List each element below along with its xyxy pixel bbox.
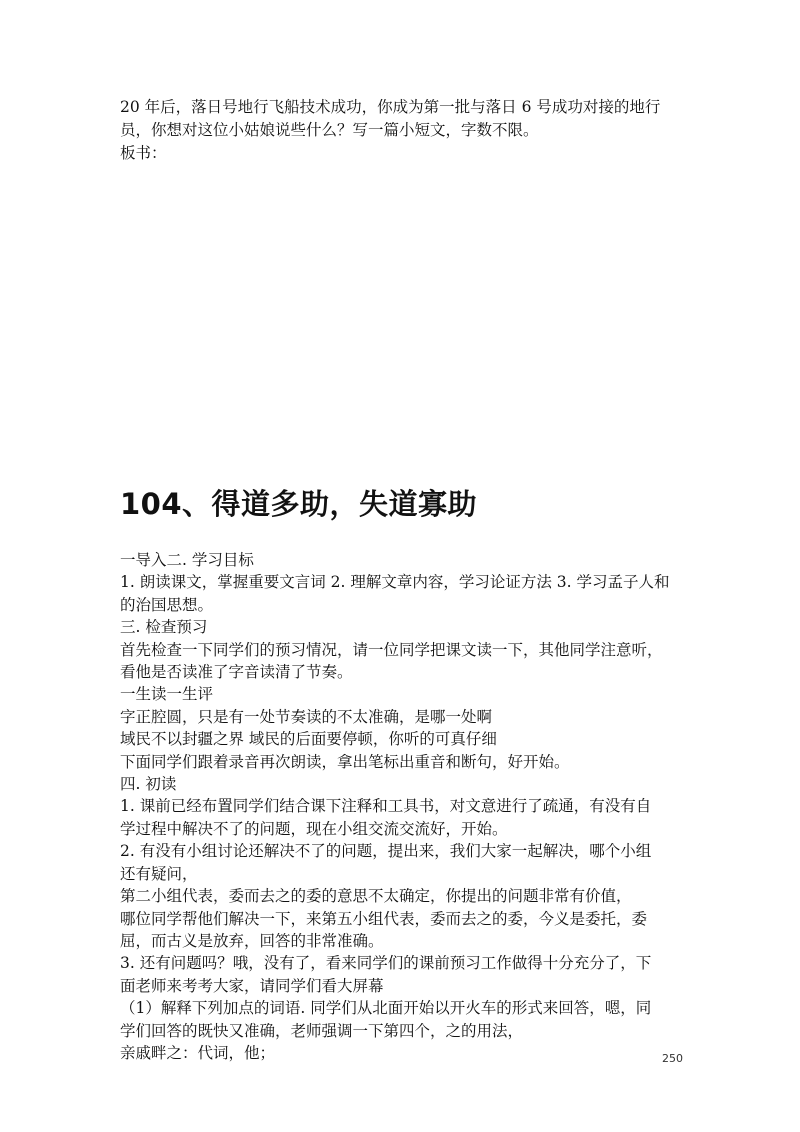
- text-line: 首先检查一下同学们的预习情况，请一位同学把课文读一下，其他同学注意听，: [120, 640, 663, 659]
- section-heading: 104、得道多助，失道寡助: [120, 487, 478, 521]
- text-line: 2. 有没有小组讨论还解决不了的问题，提出来，我们大家一起解决，哪个小组: [120, 842, 652, 861]
- page-number: 250: [662, 1052, 683, 1065]
- text-line: 还有疑问，: [120, 864, 198, 883]
- text-line: 屈，而古义是放弃，回答的非常准确。: [120, 931, 384, 950]
- text-line: 一导入二. 学习目标: [120, 551, 254, 569]
- text-line: 字正腔圆，只是有一处节奏读的不太准确，是哪一处啊: [120, 707, 493, 726]
- text-line: 域民不以封疆之界 域民的后面要停顿，你听的可真仔细: [120, 730, 497, 749]
- previous-section-text: [120, 96, 700, 165]
- text-line: 1. 朗读课文，掌握重要文言词 2. 理解文章内容，学习论证方法 3. 学习孟子人和: [120, 573, 670, 592]
- text-line: 板书：: [120, 144, 167, 162]
- text-line: （1）解释下列加点的词语. 同学们从北面开始以开火车的形式来回答，嗯，同: [120, 999, 652, 1018]
- lesson-body: [120, 549, 700, 1064]
- text-line: 员，你想对这位小姑娘说些什么？写一篇小短文，字数不限。: [120, 121, 539, 139]
- text-line: 四. 初读: [120, 775, 177, 794]
- text-line: 3. 还有问题吗？哦，没有了，看来同学们的课前预习工作做得十分充分了，下: [120, 954, 652, 973]
- text-line: 的治国思想。: [120, 595, 214, 614]
- text-line: 亲戚畔之：代词，他；: [120, 1043, 276, 1062]
- text-line: 第二小组代表，委而去之的委的意思不太确定，你提出的问题非常有价值，: [120, 887, 632, 906]
- text-line: 20 年后，落日号地行飞船技术成功，你成为第一批与落日 6 号成功对接的地行: [120, 98, 661, 116]
- text-line: 三. 检查预习: [120, 618, 208, 637]
- text-line: 1. 课前已经布置同学们结合课下注释和工具书，对文意进行了疏通，有没有自: [120, 797, 652, 816]
- text-line: 学过程中解决不了的问题，现在小组交流交流好，开始。: [120, 819, 508, 838]
- text-line: 学们回答的既快又准确，老师强调一下第四个，之的用法，: [120, 1021, 524, 1040]
- text-line: 看他是否读准了字音读清了节奏。: [120, 663, 353, 682]
- text-line: 面老师来考考大家，请同学们看大屏幕: [120, 976, 384, 995]
- text-line: 下面同学们跟着录音再次朗读，拿出笔标出重音和断句，好开始。: [120, 752, 570, 771]
- text-line: 一生读一生评: [120, 685, 214, 704]
- text-line: 哪位同学帮他们解决一下，来第五小组代表，委而去之的委，今义是委托，委: [120, 909, 648, 928]
